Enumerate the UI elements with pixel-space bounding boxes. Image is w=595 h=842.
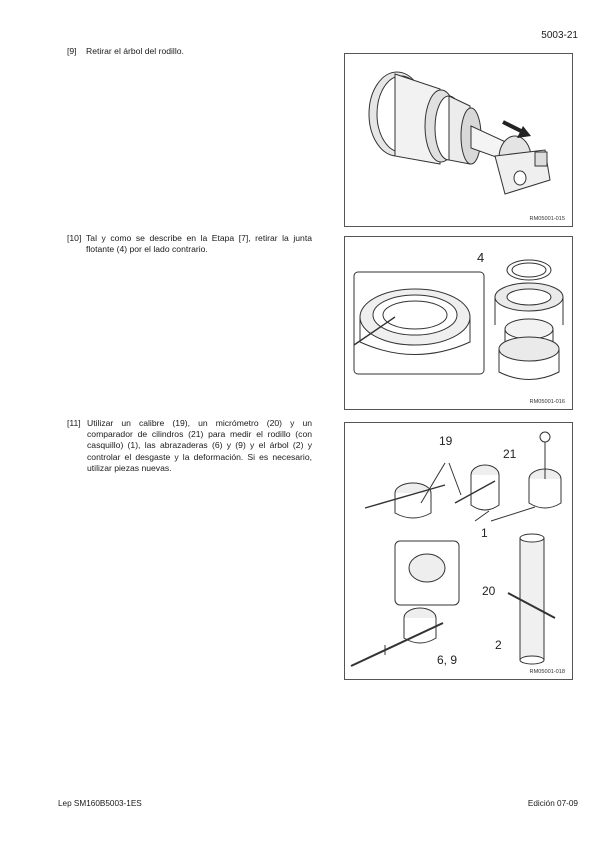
step-text: Retirar el árbol del rodillo.: [86, 46, 184, 56]
footer-doc-id: Lep SM160B5003-1ES: [58, 799, 142, 808]
step-text: Tal y como se describe en la Etapa [7], retirar la junta flotante (4) por el lado contrario.: [86, 233, 312, 255]
part-label-4: 4: [477, 250, 485, 265]
part-label-6-9: 6, 9: [437, 653, 458, 667]
part-label-2: 2: [495, 638, 502, 652]
figure-code: RM05001-016: [529, 399, 565, 405]
part-label-21: 21: [503, 447, 517, 461]
figure-floating-seal: [344, 236, 573, 410]
step-number: [11]: [67, 418, 81, 428]
figure-remove-shaft: [344, 53, 573, 227]
footer-edition: Edición 07-09: [527, 799, 578, 808]
page-number: 5003-21: [541, 30, 578, 41]
step-number: [9]: [67, 46, 77, 56]
figure-measurement: [344, 422, 573, 680]
step-number: [10]: [67, 233, 82, 243]
step-11: [67, 418, 312, 474]
step-9: [67, 46, 312, 57]
part-label-20: 20: [482, 584, 496, 598]
step-10: [67, 233, 312, 255]
part-label-1: 1: [481, 526, 488, 540]
roller-shaft-illustration: [345, 54, 572, 226]
part-label-19: 19: [439, 434, 453, 448]
measurement-illustration: [345, 423, 572, 679]
arrow-icon: [503, 122, 531, 138]
step-text: Utilizar un calibre (19), un micrómetro (20) y un comparador de cilindros (21) para medir el rodillo (con casquillo) (1), las abrazaderas (6) y (9) y el árbol (2) y controlar el desgaste y la deformación. Si es necesario, utilizar piezas nuevas.: [87, 418, 312, 473]
floating-seal-illustration: [345, 237, 572, 409]
figure-code: RM05001-018: [529, 669, 565, 675]
figure-code: RM05001-015: [529, 216, 565, 222]
